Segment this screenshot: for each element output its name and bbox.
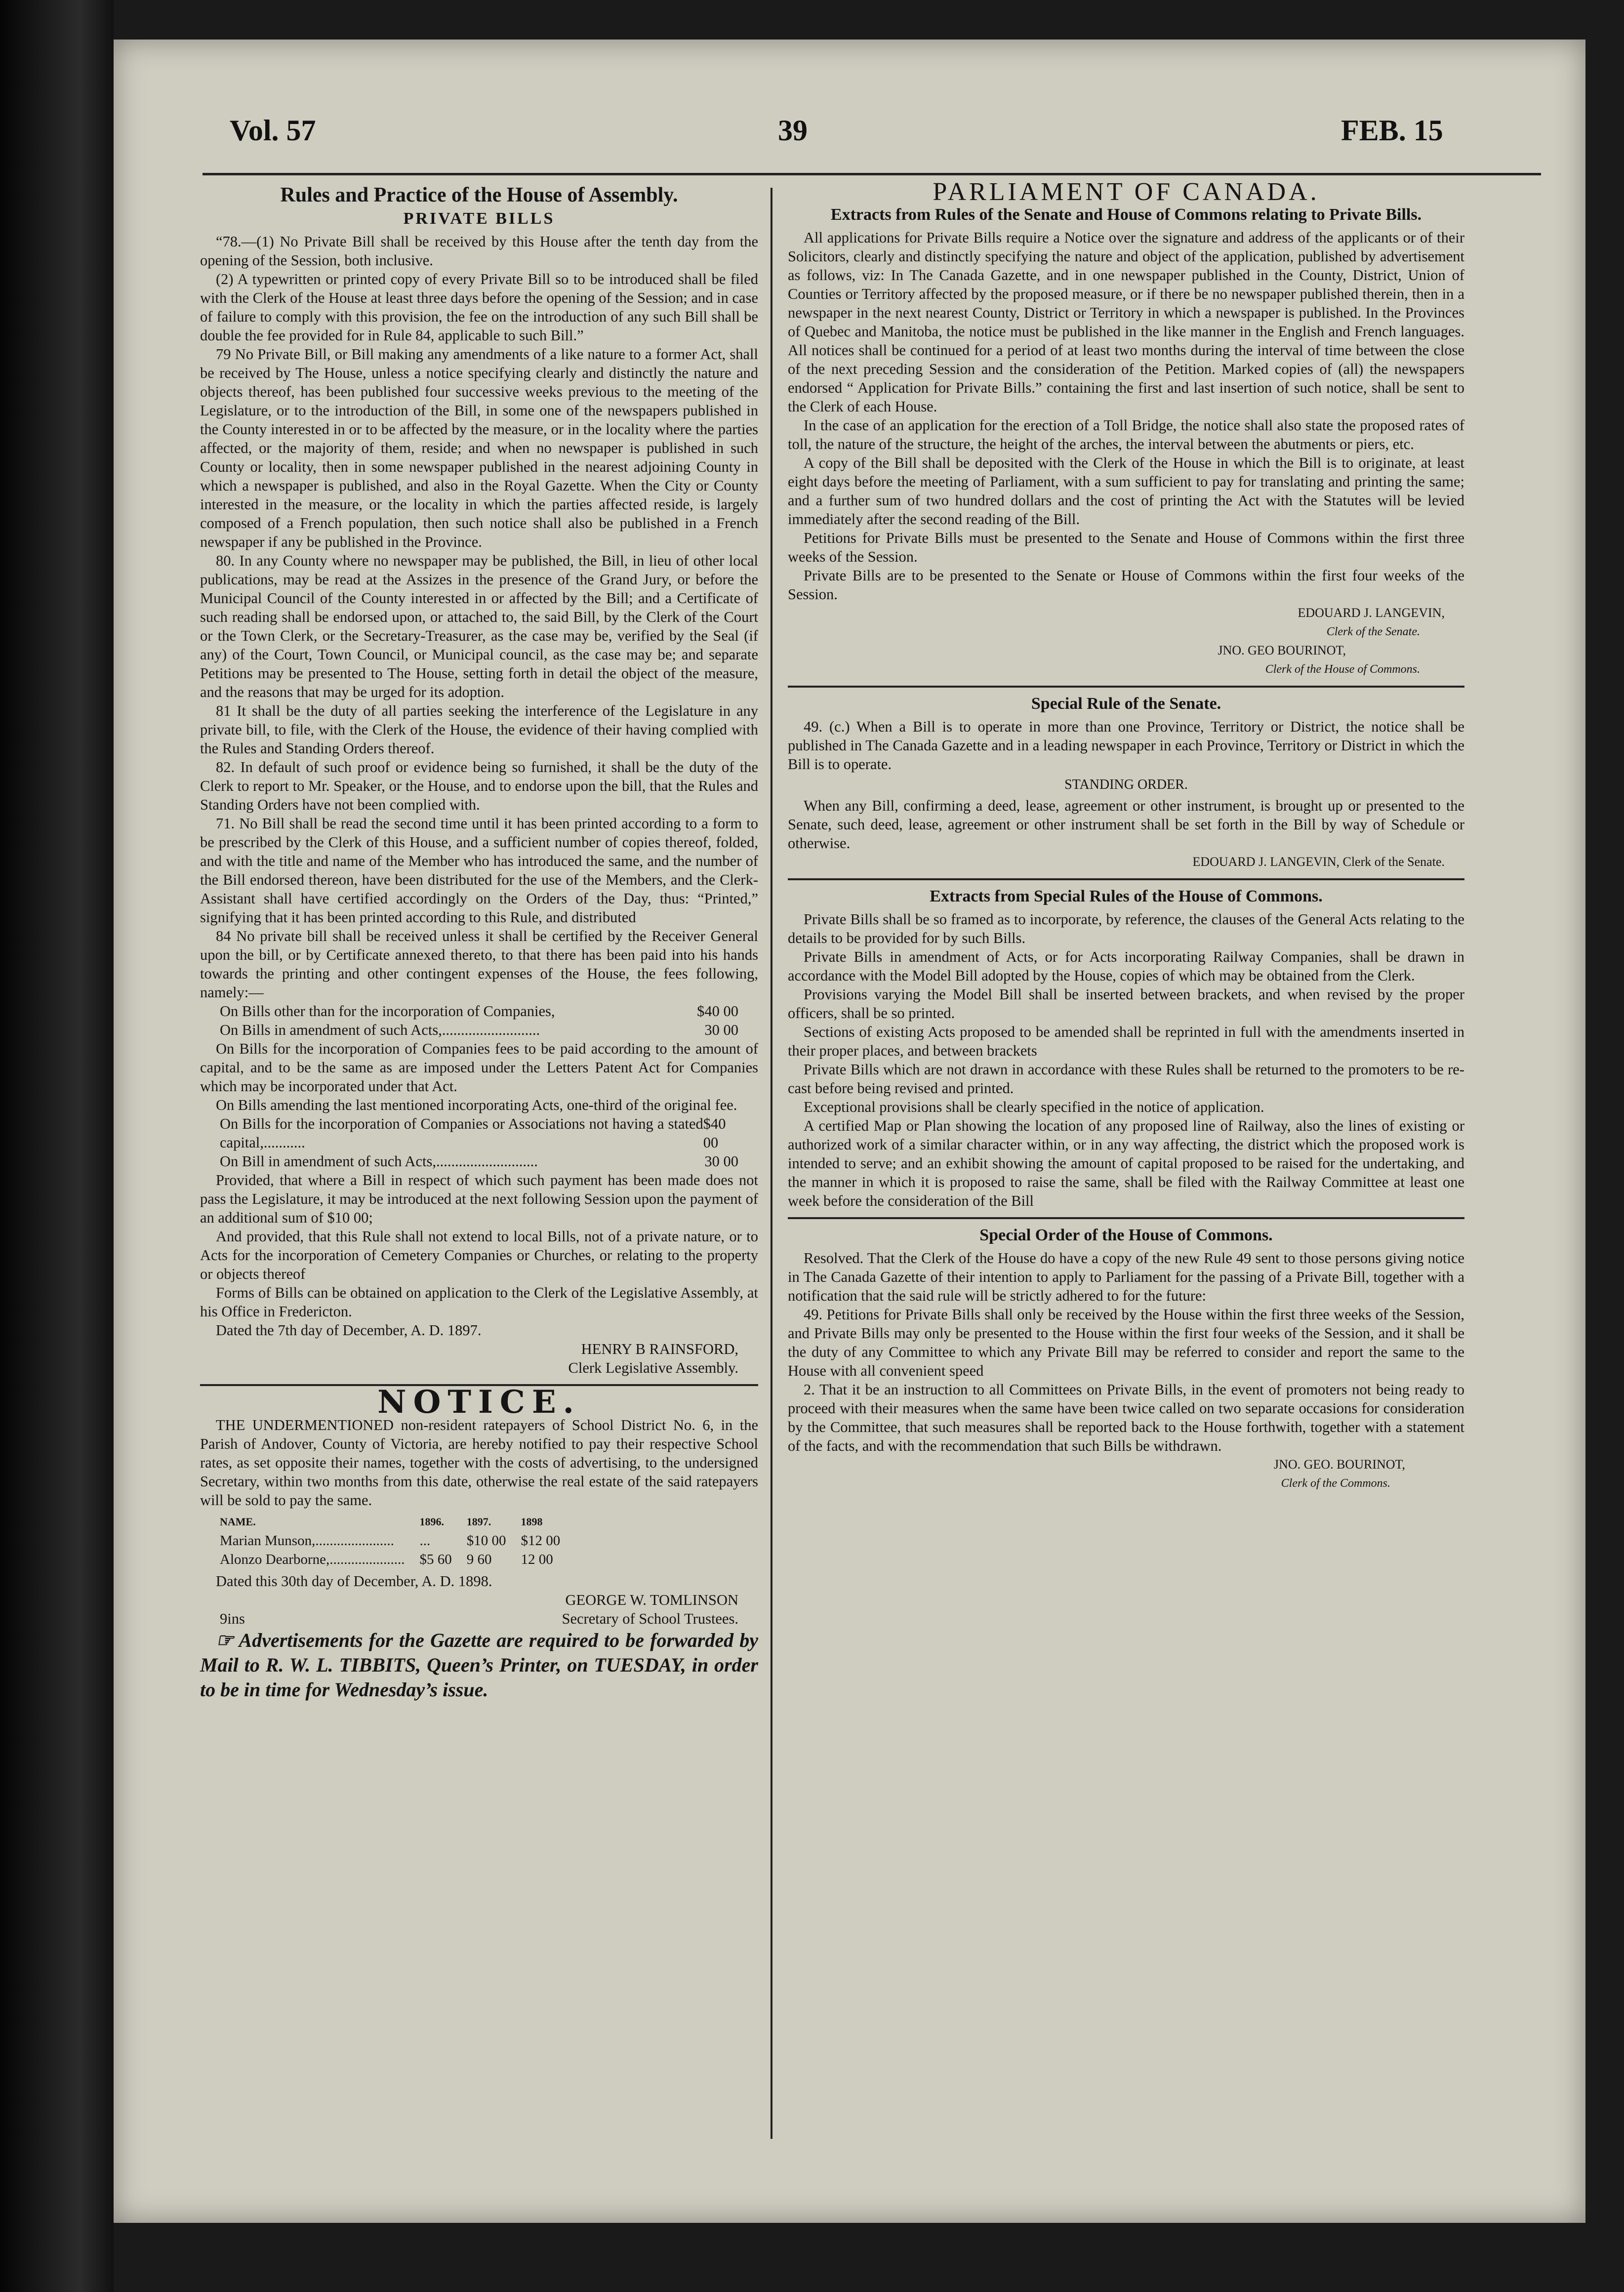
rule-paragraph: Provided, that where a Bill in respect of which such payment has been made does not pass the Legislature, it may be introduced at the next following Session upon the payment of an additional sum of $10 00; — [200, 1172, 758, 1226]
rule-paragraph: Private Bills in amendment of Acts, or for Acts incorporating Railway Companies, shall be drawn in accordance with the Model Bill adopted by the House, copies of which may be obtained from the Clerk. — [788, 948, 1464, 984]
volume-number: Vol. 57 — [230, 114, 316, 147]
table-row — [220, 1550, 575, 1569]
rule-paragraph: 71. No Bill shall be read the second time until it has been printed according to a form to be prescribed by the Clerk of this House, and a sufficient number of copies thereof, folded, and with the title and name of the Member who has introduced the same, and the number of the Bill endorsed thereon, have been distributed for the use of the Members, and the Clerk-Assistant shall have certified accordingly on the Orders of the Day, thus: “Printed,” signifying that it has been printed according to this Rule, and distributed — [200, 815, 758, 926]
section-rule — [788, 878, 1464, 880]
right-column — [788, 178, 1464, 1493]
commons-rules-heading: Extracts from Special Rules of the House of Commons. — [930, 887, 1323, 905]
fee-label: On Bill in amendment of such Acts,........................... — [220, 1153, 538, 1170]
rule-paragraph: Exceptional provisions shall be clearly specified in the notice of application. — [804, 1099, 1264, 1115]
standing-order-heading: STANDING ORDER. — [1064, 777, 1188, 792]
table-row — [220, 1531, 575, 1550]
table-cell: $12 00 — [521, 1533, 561, 1549]
senate-clerk-title: Clerk of the Senate. — [1326, 625, 1420, 638]
rule-paragraph: All applications for Private Bills require a Notice over the signature and address of the applicants or of their Solicitors, clearly and distinctly specifying the nature and object of the application, published by advertisement as follows, viz: In The Canada Gazette, and in one newspaper published in the County, District, Union of Counties or Territory affected by the proposed measure, or if there be no newspaper published therein, then in a newspaper in the next nearest County, District or Territory in which a newspaper is published. In the Provinces of Quebec and Manitoba, the notice must be published in the like manner in the English and French languages. All notices shall be continued for a period of at least two months during the interval of time between the close of the next preceding Session and the consideration of the Petition. Marked copies of (all) the newspapers endorsed “ Application for Private Bills.” containing the first and last insertion of such notice, shall be sent to the Clerk of each House. — [788, 229, 1464, 415]
rule-paragraph: Private Bills which are not drawn in accordance with these Rules shall be returned to the promoters to be re-cast before being revised and printed. — [788, 1061, 1464, 1097]
rule-paragraph: Sections of existing Acts proposed to be amended shall be reprinted in full with the amendments inserted in their proper places, and between brackets — [788, 1023, 1464, 1059]
rule-paragraph: 2. That it be an instruction to all Committees on Private Bills, in the event of promoters not being ready to proceed with their measures when the same have been twice called on two separate occasions for consideration by the Committee, that such measures shall be reported back to the House forthwith, together with a statement of the facts, and with the recommendation that such Bills be withdrawn. — [788, 1381, 1464, 1454]
rule-paragraph: 81 It shall be the duty of all parties seeking the interference of the Legislature in any private bill, to file, with the Clerk of the House, the evidence of their having complied with the Rules and Standing Orders thereof. — [200, 702, 758, 757]
notice-date: Dated this 30th day of December, A. D. 1898. — [216, 1573, 492, 1590]
signatory-title: Clerk Legislative Assembly. — [568, 1359, 738, 1376]
page-number: 39 — [778, 114, 808, 147]
rule-paragraph: On Bills for the incorporation of Companies fees to be paid according to the amount of capital, and to be the same as are imposed under the Letters Patent Act for Companies which may be incorporated under that Act. — [200, 1040, 758, 1095]
column-header: 1898 — [521, 1515, 543, 1528]
column-divider — [771, 188, 772, 2139]
rule-paragraph: On Bills amending the last mentioned incorporating Acts, one-third of the original fee. — [216, 1097, 737, 1113]
section-rule — [788, 686, 1464, 688]
fee-amount: 30 00 — [704, 1022, 738, 1038]
section-rule — [788, 1217, 1464, 1219]
binding-shadow — [0, 0, 114, 2292]
rule-paragraph: 82. In default of such proof or evidence being so furnished, it shall be the duty of the Clerk to report to Mr. Speaker, or the House, and to endorse upon the bill, that the Rules and Standing Orders have not been complied with. — [200, 759, 758, 813]
notice-signature-line — [200, 1609, 758, 1628]
fee-amount: 30 00 — [704, 1153, 738, 1170]
header-rule — [203, 173, 1541, 175]
table-cell: Alonzo Dearborne,..................... — [220, 1552, 405, 1567]
rule-paragraph: When any Bill, confirming a deed, lease, agreement or other instrument, is brought up or presented to the Senate, such deed, lease, agreement or other instrument shall be set forth in the Bill by way of Schedule or otherwise. — [788, 797, 1464, 852]
rule-paragraph: A certified Map or Plan showing the location of any proposed line of Railway, also the lines of existing or authorized work of a similar character within, or in any way affecting, the district which the proposed work is intended to serve; and an exhibit showing the amount of capital proposed to be raised for the undertaking, and the manner in which it is proposed to raise the same, shall be filed with the Railway Committee at least one week before the consideration of the Bill — [788, 1117, 1464, 1209]
rule-paragraph: A copy of the Bill shall be deposited with the Clerk of the House in which the Bill is to originate, at least eight days before the meeting of Parliament, with a sum sufficient to pay for translating and printing the same; and a further sum of two hundred dollars and the cost of printing the Act with the Statutes will be levied immediately after the second reading of the Bill. — [788, 454, 1464, 528]
rule-paragraph: 49. Petitions for Private Bills shall only be received by the House within the first three weeks of the Session, and Private Bills may only be presented to the House within the first four weeks of the Session, and it shall be the duty of any Committee to which any Private Bill may be referred to consider and report the same to the House with all convenient speed — [788, 1306, 1464, 1379]
notice-paragraph: THE UNDERMENTIONED non-resident ratepayers of School District No. 6, in the Parish of Andover, County of Victoria, are hereby notified to pay their respective School rates, as set opposite their names, together with the costs of advertising, to the undersigned Secretary, within two months from this date, otherwise the real estate of the said ratepayers will be sold to pay the same. — [200, 1417, 758, 1509]
advertisement-text: Advertisements for the Gazette are required to be forwarded by Mail to R. W. L. TIBBITS, Queen’s Printer, on TUESDAY, in order to be in time for Wednesday’s issue. — [200, 1629, 759, 1701]
standing-order-signatory: EDOUARD J. LANGEVIN, Clerk of the Senate. — [1192, 855, 1445, 869]
notice-signatory: GEORGE W. TOMLINSON — [565, 1592, 738, 1608]
column-header: 1897. — [466, 1515, 491, 1528]
fee-amount: $40 00 — [697, 1003, 738, 1020]
pointing-hand-icon: ☞ — [216, 1629, 239, 1651]
final-signatory-title: Clerk of the Commons. — [1281, 1477, 1390, 1490]
rule-paragraph: 79 No Private Bill, or Bill making any amendments of a like nature to a former Act, shall be received by The House, unless a notice specifying clearly and distinctly the nature and objects thereof, has been published four successive weeks previous to the meeting of the Legislature, or to the introduction of the Bill, in some one of the newspapers published in the County interested in or to be affected by the measure, or in the locality where the parties affected, or the majority of them, reside; and when no newspaper is published in such County or locality, then in some newspaper published in the nearest adjoining County in which a newspaper is published, and also in the Royal Gazette. When the City or County interested in the measure, or the locality in which the parties affected reside, is largely composed of a French population, then such notice shall also be published in a French newspaper if any be published in the Province. — [200, 346, 758, 550]
rule-paragraph: Private Bills shall be so framed as to incorporate, by reference, the clauses of the General Acts relating to the details to be provided for by such Bills. — [788, 911, 1464, 946]
rule-paragraph: In the case of an application for the erection of a Toll Bridge, the notice shall also state the proposed rates of toll, the nature of the structure, the height of the arches, the interval between the abutments or piers, etc. — [788, 417, 1464, 452]
advertisement-notice — [200, 1628, 758, 1702]
senate-rule-heading: Special Rule of the Senate. — [1031, 695, 1221, 713]
final-signatory: JNO. GEO. BOURINOT, — [1273, 1457, 1405, 1472]
fee-row — [200, 1152, 758, 1171]
rule-paragraph: Provisions varying the Model Bill shall be inserted between brackets, and when revised by the proper officers, shall be so printed. — [788, 986, 1464, 1022]
gazette-page — [114, 40, 1585, 2223]
table-cell: 9 60 — [466, 1552, 492, 1567]
rule-paragraph: Petitions for Private Bills must be presented to the Senate and House of Commons within the first three weeks of the Session. — [788, 530, 1464, 565]
rule-paragraph: 80. In any County where no newspaper may be published, the Bill, in lieu of other local publications, may be read at the Assizes in the presence of the Grand Jury, or before the Municipal Council of the County interested in or affected by the Bill; and a Certificate of such reading shall be endorsed upon, or attached to, the said Bill, by the Clerk of the Court or the Town Clerk, or the Secretary-Treasurer, as the case may be, verified by the Seal (if any) of the Court, Town Council, or Municipal council, as the case may be; and separate Petitions may be presented to The House, setting forth in detail the object of the measure, and the reasons that may be urged for its adoption. — [200, 552, 758, 700]
fee-label: On Bills for the incorporation of Companies or Associations not having a stated capital,........... — [220, 1115, 703, 1151]
column-header: 1896. — [419, 1515, 444, 1528]
table-cell: 12 00 — [521, 1552, 553, 1567]
private-bills-subtitle: PRIVATE BILLS — [403, 209, 555, 228]
rule-paragraph: Resolved. That the Clerk of the House do have a copy of the new Rule 49 sent to those persons giving notice in The Canada Gazette of their intention to apply to Parliament for the passing of a Private Bill, together with a notification that the said rule will be strictly adhered to for the future: — [788, 1250, 1464, 1304]
table-cell: $10 00 — [466, 1533, 506, 1549]
fee-row — [200, 1114, 758, 1152]
table-cell: $5 60 — [419, 1552, 452, 1567]
assembly-rules-title: Rules and Practice of the House of Assembly. — [280, 184, 678, 206]
rule-paragraph: Dated the 7th day of December, A. D. 1897. — [216, 1322, 482, 1339]
table-cell: Marian Munson,...................... — [220, 1533, 394, 1549]
fee-row — [200, 1021, 758, 1039]
rule-paragraph: (2) A typewritten or printed copy of every Private Bill so to be introduced shall be filed with the Clerk of the House at least three days before the opening of the Session; and in case of failure to comply with this provision, the fee on the introduction of any such Bill shall be double the fee provided for in Rule 84, applicable to such Bill.” — [200, 271, 758, 344]
rule-paragraph: 49. (c.) When a Bill is to operate in more than one Province, Territory or District, the notice shall be published in The Canada Gazette and in a leading newspaper in each Province, Territory or District in which the Bill is to operate. — [788, 718, 1464, 773]
rates-table — [220, 1513, 575, 1569]
notice-signatory-title: Secretary of School Trustees. — [562, 1610, 738, 1627]
parliament-title: PARLIAMENT OF CANADA. — [933, 178, 1320, 206]
insertions-count: 9ins — [220, 1610, 245, 1627]
signatory-name: HENRY B RAINSFORD, — [581, 1341, 738, 1357]
rule-paragraph: Forms of Bills can be obtained on application to the Clerk of the Legislative Assembly, at his Office in Fredericton. — [200, 1284, 758, 1320]
rule-paragraph: Private Bills are to be presented to the Senate or House of Commons within the first four weeks of the Session. — [788, 567, 1464, 603]
fee-row — [200, 1002, 758, 1021]
commons-clerk-name: JNO. GEO BOURINOT, — [1218, 643, 1346, 657]
fee-amount: $40 00 — [703, 1115, 726, 1151]
rule-paragraph: 84 No private bill shall be received unless it shall be certified by the Receiver General upon the bill, or by Certificate annexed thereto, to that there has been paid into his hands towards the printing and other contingent expenses of the House, the fees following, namely:— — [200, 928, 758, 1001]
special-order-heading: Special Order of the House of Commons. — [979, 1226, 1273, 1244]
rule-paragraph: And provided, that this Rule shall not extend to local Bills, not of a private nature, or to Acts for the incorporation of Cemetery Companies or Churches, or relating to the property or objects thereof — [200, 1228, 758, 1282]
fee-label: On Bills in amendment of such Acts,.......................... — [220, 1022, 540, 1038]
left-column — [200, 183, 758, 1702]
fee-label: On Bills other than for the incorporation of Companies, — [220, 1003, 555, 1020]
issue-date: FEB. 15 — [1341, 114, 1443, 147]
senate-clerk-name: EDOUARD J. LANGEVIN, — [1298, 606, 1445, 620]
notice-heading: NOTICE. — [377, 1384, 581, 1421]
commons-clerk-title: Clerk of the House of Commons. — [1265, 663, 1420, 676]
rule-paragraph: “78.—(1) No Private Bill shall be received by this House after the tenth day from the opening of the Session, both inclusive. — [200, 233, 758, 269]
extracts-subtitle: Extracts from Rules of the Senate and House of Commons relating to Private Bills. — [830, 205, 1422, 224]
table-header-row — [220, 1513, 575, 1531]
table-cell: ... — [419, 1533, 431, 1549]
column-header: NAME. — [220, 1515, 256, 1528]
